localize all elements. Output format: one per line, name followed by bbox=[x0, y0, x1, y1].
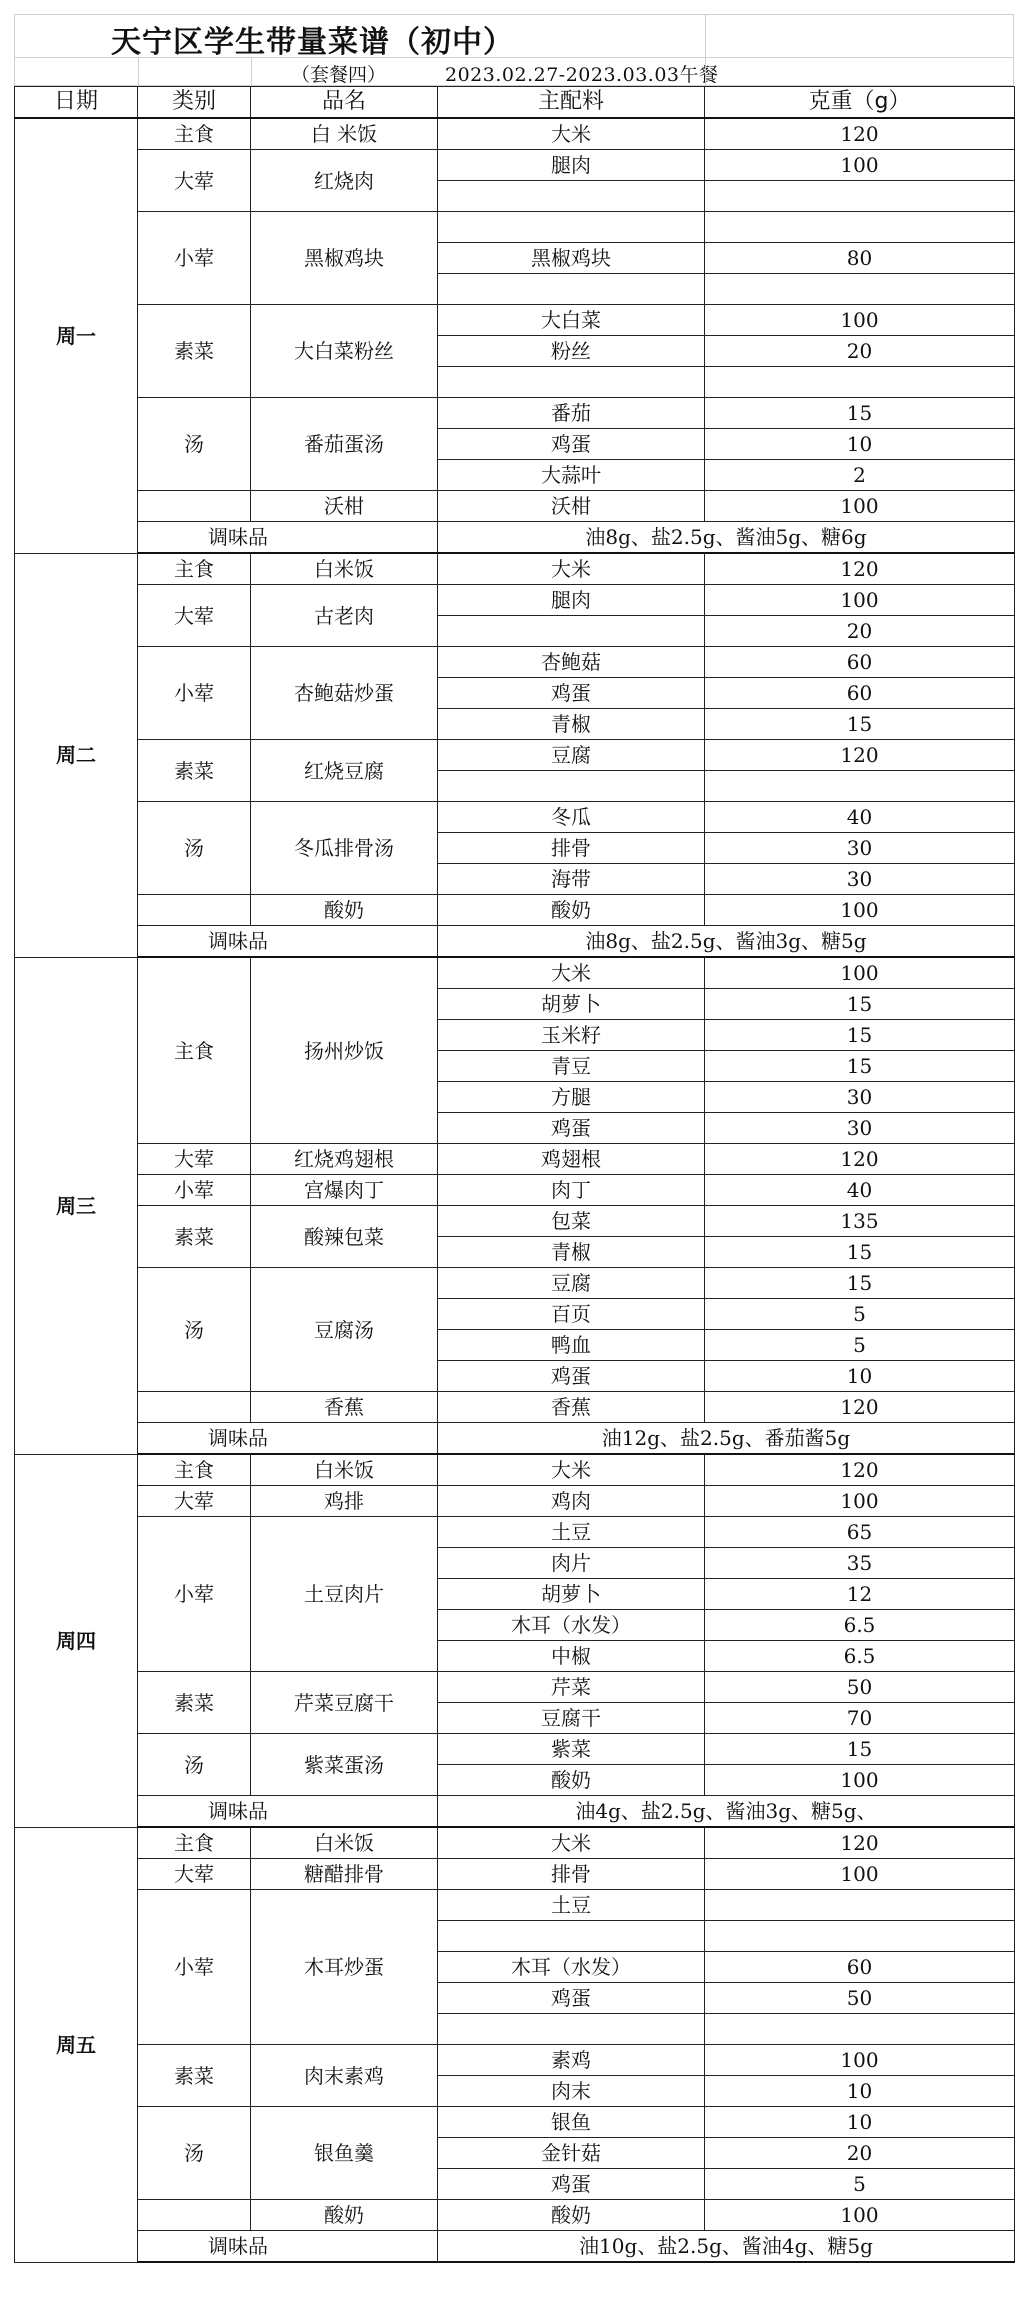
dish-cell: 古老肉 bbox=[251, 585, 438, 647]
dish-cell: 黑椒鸡块 bbox=[251, 212, 438, 305]
weight-cell: 80 bbox=[705, 243, 1015, 274]
weight-cell: 120 bbox=[705, 553, 1015, 585]
day-cell: 周五 bbox=[15, 1827, 138, 2262]
ingredient-cell: 酸奶 bbox=[438, 895, 705, 926]
weight-cell bbox=[705, 212, 1015, 243]
ingredient-cell: 鸡蛋 bbox=[438, 2169, 705, 2200]
weight-cell: 10 bbox=[705, 2107, 1015, 2138]
category-cell: 大荤 bbox=[138, 150, 251, 212]
weight-cell: 6.5 bbox=[705, 1641, 1015, 1672]
category-cell: 大荤 bbox=[138, 1859, 251, 1890]
day-cell: 周三 bbox=[15, 957, 138, 1454]
dish-cell: 白 米饭 bbox=[251, 118, 438, 150]
seasoning-label: 调味品 bbox=[138, 2231, 438, 2263]
weight-cell: 12 bbox=[705, 1579, 1015, 1610]
weight-cell: 40 bbox=[705, 802, 1015, 833]
category-cell: 小荤 bbox=[138, 1175, 251, 1206]
weight-cell: 120 bbox=[705, 740, 1015, 771]
category-cell bbox=[138, 895, 251, 926]
weight-cell: 120 bbox=[705, 1454, 1015, 1486]
ingredient-cell: 大米 bbox=[438, 1827, 705, 1859]
ingredient-cell: 鸡蛋 bbox=[438, 429, 705, 460]
table-row bbox=[15, 1268, 1015, 1299]
weight-cell: 15 bbox=[705, 398, 1015, 429]
weight-cell: 20 bbox=[705, 616, 1015, 647]
weight-cell: 70 bbox=[705, 1703, 1015, 1734]
seasoning-value: 油10g、盐2.5g、酱油4g、糖5g bbox=[438, 2231, 1015, 2263]
category-cell: 素菜 bbox=[138, 305, 251, 398]
weight-cell: 120 bbox=[705, 1392, 1015, 1423]
category-cell: 主食 bbox=[138, 1454, 251, 1486]
weight-cell: 15 bbox=[705, 1051, 1015, 1082]
weight-cell: 100 bbox=[705, 1859, 1015, 1890]
dish-cell: 香蕉 bbox=[251, 1392, 438, 1423]
ingredient-cell: 银鱼 bbox=[438, 2107, 705, 2138]
table-row bbox=[15, 585, 1015, 616]
category-cell: 主食 bbox=[138, 957, 251, 1144]
weight-cell: 5 bbox=[705, 2169, 1015, 2200]
category-cell: 小荤 bbox=[138, 1517, 251, 1672]
weight-cell: 40 bbox=[705, 1175, 1015, 1206]
weight-cell: 15 bbox=[705, 709, 1015, 740]
ingredient-cell: 豆腐 bbox=[438, 740, 705, 771]
seasoning-row bbox=[15, 926, 1015, 958]
seasoning-value: 油8g、盐2.5g、酱油5g、糖6g bbox=[438, 522, 1015, 554]
seasoning-label: 调味品 bbox=[138, 926, 438, 958]
dish-cell: 酸辣包菜 bbox=[251, 1206, 438, 1268]
dish-cell: 土豆肉片 bbox=[251, 1517, 438, 1672]
ingredient-cell bbox=[438, 771, 705, 802]
seasoning-label: 调味品 bbox=[138, 522, 438, 554]
weight-cell: 50 bbox=[705, 1672, 1015, 1703]
seasoning-value: 油8g、盐2.5g、酱油3g、糖5g bbox=[438, 926, 1015, 958]
weight-cell: 30 bbox=[705, 833, 1015, 864]
weight-cell: 10 bbox=[705, 1361, 1015, 1392]
weight-cell: 2 bbox=[705, 460, 1015, 491]
ingredient-cell: 排骨 bbox=[438, 1859, 705, 1890]
ingredient-cell bbox=[438, 212, 705, 243]
ingredient-cell: 腿肉 bbox=[438, 150, 705, 181]
ingredient-cell: 冬瓜 bbox=[438, 802, 705, 833]
ingredient-cell: 肉末 bbox=[438, 2076, 705, 2107]
ingredient-cell: 酸奶 bbox=[438, 1765, 705, 1796]
ingredient-cell: 鸡蛋 bbox=[438, 1113, 705, 1144]
weight-cell bbox=[705, 274, 1015, 305]
category-cell bbox=[138, 1392, 251, 1423]
table-row bbox=[15, 1859, 1015, 1890]
weight-cell: 100 bbox=[705, 150, 1015, 181]
ingredient-cell bbox=[438, 616, 705, 647]
table-row bbox=[15, 647, 1015, 678]
table-row bbox=[15, 1672, 1015, 1703]
dish-cell: 肉末素鸡 bbox=[251, 2045, 438, 2107]
table-row bbox=[15, 957, 1015, 989]
category-cell: 汤 bbox=[138, 398, 251, 491]
seasoning-label: 调味品 bbox=[138, 1796, 438, 1828]
weight-cell: 65 bbox=[705, 1517, 1015, 1548]
weight-cell: 20 bbox=[705, 336, 1015, 367]
category-cell: 小荤 bbox=[138, 1890, 251, 2045]
ingredient-cell: 金针菇 bbox=[438, 2138, 705, 2169]
ingredient-cell: 包菜 bbox=[438, 1206, 705, 1237]
table-row bbox=[15, 2107, 1015, 2138]
category-cell: 主食 bbox=[138, 553, 251, 585]
seasoning-value: 油4g、盐2.5g、酱油3g、糖5g、 bbox=[438, 1796, 1015, 1828]
category-cell: 汤 bbox=[138, 802, 251, 895]
dish-cell: 番茄蛋汤 bbox=[251, 398, 438, 491]
title-row bbox=[14, 14, 1014, 58]
weight-cell: 100 bbox=[705, 1486, 1015, 1517]
ingredient-cell: 木耳（水发） bbox=[438, 1610, 705, 1641]
ingredient-cell: 芹菜 bbox=[438, 1672, 705, 1703]
dish-cell: 白米饭 bbox=[251, 1454, 438, 1486]
ingredient-cell: 酸奶 bbox=[438, 2200, 705, 2231]
weight-cell bbox=[705, 367, 1015, 398]
seasoning-row bbox=[15, 2231, 1015, 2263]
table-row bbox=[15, 553, 1015, 585]
weight-cell: 120 bbox=[705, 1144, 1015, 1175]
ingredient-cell: 排骨 bbox=[438, 833, 705, 864]
weight-cell: 10 bbox=[705, 429, 1015, 460]
dish-cell: 冬瓜排骨汤 bbox=[251, 802, 438, 895]
ingredient-cell: 鸡蛋 bbox=[438, 1361, 705, 1392]
category-cell bbox=[138, 491, 251, 522]
ingredient-cell: 腿肉 bbox=[438, 585, 705, 616]
ingredient-cell: 鸭血 bbox=[438, 1330, 705, 1361]
header-row bbox=[15, 87, 1015, 119]
weight-cell: 15 bbox=[705, 1734, 1015, 1765]
weight-cell: 5 bbox=[705, 1299, 1015, 1330]
category-cell: 汤 bbox=[138, 1734, 251, 1796]
weight-cell: 100 bbox=[705, 585, 1015, 616]
category-cell: 素菜 bbox=[138, 740, 251, 802]
dish-cell: 红烧鸡翅根 bbox=[251, 1144, 438, 1175]
table-row bbox=[15, 740, 1015, 771]
dish-cell: 酸奶 bbox=[251, 895, 438, 926]
grid-line bbox=[138, 58, 139, 85]
weight-cell: 100 bbox=[705, 2200, 1015, 2231]
table-row bbox=[15, 895, 1015, 926]
table-row bbox=[15, 118, 1015, 150]
ingredient-cell: 香蕉 bbox=[438, 1392, 705, 1423]
table-row bbox=[15, 2045, 1015, 2076]
seasoning-row bbox=[15, 1423, 1015, 1455]
ingredient-cell: 鸡蛋 bbox=[438, 678, 705, 709]
subtitle-row bbox=[14, 58, 1014, 86]
dish-cell: 木耳炒蛋 bbox=[251, 1890, 438, 2045]
ingredient-cell: 鸡翅根 bbox=[438, 1144, 705, 1175]
table-row bbox=[15, 1175, 1015, 1206]
category-cell: 大荤 bbox=[138, 1486, 251, 1517]
ingredient-cell: 胡萝卜 bbox=[438, 1579, 705, 1610]
table-row bbox=[15, 491, 1015, 522]
day-cell: 周四 bbox=[15, 1454, 138, 1827]
table-row bbox=[15, 1486, 1015, 1517]
category-cell: 汤 bbox=[138, 1268, 251, 1392]
ingredient-cell: 大白菜 bbox=[438, 305, 705, 336]
table-row bbox=[15, 1392, 1015, 1423]
dish-cell: 白米饭 bbox=[251, 553, 438, 585]
dish-cell: 大白菜粉丝 bbox=[251, 305, 438, 398]
table-row bbox=[15, 2200, 1015, 2231]
ingredient-cell: 青豆 bbox=[438, 1051, 705, 1082]
header-dish: 品名 bbox=[251, 87, 438, 119]
weight-cell bbox=[705, 1921, 1015, 1952]
weight-cell bbox=[705, 181, 1015, 212]
dish-cell: 红烧肉 bbox=[251, 150, 438, 212]
weight-cell: 30 bbox=[705, 864, 1015, 895]
day-cell: 周二 bbox=[15, 553, 138, 957]
category-cell: 主食 bbox=[138, 1827, 251, 1859]
dish-cell: 糖醋排骨 bbox=[251, 1859, 438, 1890]
header-category: 类别 bbox=[138, 87, 251, 119]
weight-cell bbox=[705, 2014, 1015, 2045]
weight-cell: 100 bbox=[705, 895, 1015, 926]
ingredient-cell: 黑椒鸡块 bbox=[438, 243, 705, 274]
ingredient-cell: 肉片 bbox=[438, 1548, 705, 1579]
ingredient-cell: 大米 bbox=[438, 1454, 705, 1486]
ingredient-cell: 青椒 bbox=[438, 1237, 705, 1268]
table-row bbox=[15, 1454, 1015, 1486]
set-label: （套餐四） bbox=[291, 64, 387, 86]
weight-cell: 100 bbox=[705, 1765, 1015, 1796]
dish-cell: 白米饭 bbox=[251, 1827, 438, 1859]
seasoning-row bbox=[15, 522, 1015, 554]
dish-cell: 扬州炒饭 bbox=[251, 957, 438, 1144]
ingredient-cell bbox=[438, 2014, 705, 2045]
ingredient-cell bbox=[438, 181, 705, 212]
ingredient-cell: 胡萝卜 bbox=[438, 989, 705, 1020]
ingredient-cell: 紫菜 bbox=[438, 1734, 705, 1765]
weight-cell: 60 bbox=[705, 647, 1015, 678]
ingredient-cell: 肉丁 bbox=[438, 1175, 705, 1206]
category-cell: 小荤 bbox=[138, 647, 251, 740]
ingredient-cell: 鸡蛋 bbox=[438, 1983, 705, 2014]
dish-cell: 酸奶 bbox=[251, 2200, 438, 2231]
ingredient-cell: 豆腐干 bbox=[438, 1703, 705, 1734]
ingredient-cell: 土豆 bbox=[438, 1517, 705, 1548]
weight-cell: 5 bbox=[705, 1330, 1015, 1361]
ingredient-cell: 大米 bbox=[438, 553, 705, 585]
category-cell: 主食 bbox=[138, 118, 251, 150]
ingredient-cell: 豆腐 bbox=[438, 1268, 705, 1299]
weight-cell: 135 bbox=[705, 1206, 1015, 1237]
ingredient-cell: 海带 bbox=[438, 864, 705, 895]
weight-cell: 50 bbox=[705, 1983, 1015, 2014]
ingredient-cell bbox=[438, 367, 705, 398]
category-cell: 素菜 bbox=[138, 1206, 251, 1268]
category-cell: 素菜 bbox=[138, 2045, 251, 2107]
menu-body bbox=[15, 118, 1015, 2262]
header-weight: 克重（g） bbox=[705, 87, 1015, 119]
ingredient-cell bbox=[438, 1921, 705, 1952]
dish-cell: 杏鲍菇炒蛋 bbox=[251, 647, 438, 740]
weight-cell: 60 bbox=[705, 678, 1015, 709]
weight-cell: 100 bbox=[705, 957, 1015, 989]
table-row bbox=[15, 1890, 1015, 1921]
weight-cell: 20 bbox=[705, 2138, 1015, 2169]
weight-cell: 60 bbox=[705, 1952, 1015, 1983]
period-label: 2023.02.27-2023.03.03午餐 bbox=[445, 64, 719, 86]
ingredient-cell: 中椒 bbox=[438, 1641, 705, 1672]
ingredient-cell: 大蒜叶 bbox=[438, 460, 705, 491]
weight-cell: 6.5 bbox=[705, 1610, 1015, 1641]
ingredient-cell: 青椒 bbox=[438, 709, 705, 740]
table-row bbox=[15, 305, 1015, 336]
header-date: 日期 bbox=[15, 87, 138, 119]
weight-cell: 30 bbox=[705, 1113, 1015, 1144]
weight-cell: 15 bbox=[705, 989, 1015, 1020]
ingredient-cell: 粉丝 bbox=[438, 336, 705, 367]
table-row bbox=[15, 1517, 1015, 1548]
category-cell: 大荤 bbox=[138, 585, 251, 647]
ingredient-cell: 木耳（水发） bbox=[438, 1952, 705, 1983]
weight-cell: 15 bbox=[705, 1237, 1015, 1268]
dish-cell: 芹菜豆腐干 bbox=[251, 1672, 438, 1734]
seasoning-value: 油12g、盐2.5g、番茄酱5g bbox=[438, 1423, 1015, 1455]
weight-cell bbox=[705, 1890, 1015, 1921]
dish-cell: 宫爆肉丁 bbox=[251, 1175, 438, 1206]
weight-cell: 100 bbox=[705, 305, 1015, 336]
table-row bbox=[15, 212, 1015, 243]
table-row bbox=[15, 802, 1015, 833]
dish-cell: 银鱼羹 bbox=[251, 2107, 438, 2200]
weight-cell bbox=[705, 771, 1015, 802]
weight-cell: 10 bbox=[705, 2076, 1015, 2107]
category-cell: 素菜 bbox=[138, 1672, 251, 1734]
category-cell bbox=[138, 2200, 251, 2231]
category-cell: 大荤 bbox=[138, 1144, 251, 1175]
header-ingredient: 主配料 bbox=[438, 87, 705, 119]
grid-line bbox=[251, 58, 252, 85]
weight-cell: 35 bbox=[705, 1548, 1015, 1579]
ingredient-cell: 玉米籽 bbox=[438, 1020, 705, 1051]
table-row bbox=[15, 1734, 1015, 1765]
page-title: 天宁区学生带量菜谱（初中） bbox=[111, 25, 514, 60]
dish-cell: 豆腐汤 bbox=[251, 1268, 438, 1392]
ingredient-cell: 大米 bbox=[438, 957, 705, 989]
category-cell: 汤 bbox=[138, 2107, 251, 2200]
menu-table bbox=[14, 86, 1015, 2263]
dish-cell: 红烧豆腐 bbox=[251, 740, 438, 802]
table-row bbox=[15, 398, 1015, 429]
seasoning-label: 调味品 bbox=[138, 1423, 438, 1455]
ingredient-cell: 方腿 bbox=[438, 1082, 705, 1113]
ingredient-cell: 鸡肉 bbox=[438, 1486, 705, 1517]
seasoning-row bbox=[15, 1796, 1015, 1828]
ingredient-cell: 素鸡 bbox=[438, 2045, 705, 2076]
ingredient-cell: 大米 bbox=[438, 118, 705, 150]
ingredient-cell: 百页 bbox=[438, 1299, 705, 1330]
table-row bbox=[15, 1827, 1015, 1859]
grid-line bbox=[705, 15, 706, 57]
dish-cell: 沃柑 bbox=[251, 491, 438, 522]
table-row bbox=[15, 1206, 1015, 1237]
weight-cell: 100 bbox=[705, 491, 1015, 522]
weight-cell: 120 bbox=[705, 118, 1015, 150]
category-cell: 小荤 bbox=[138, 212, 251, 305]
weight-cell: 100 bbox=[705, 2045, 1015, 2076]
grid-line bbox=[705, 58, 706, 85]
weight-cell: 15 bbox=[705, 1268, 1015, 1299]
dish-cell: 紫菜蛋汤 bbox=[251, 1734, 438, 1796]
ingredient-cell bbox=[438, 274, 705, 305]
day-cell: 周一 bbox=[15, 118, 138, 553]
weight-cell: 30 bbox=[705, 1082, 1015, 1113]
ingredient-cell: 杏鲍菇 bbox=[438, 647, 705, 678]
weight-cell: 15 bbox=[705, 1020, 1015, 1051]
weight-cell: 120 bbox=[705, 1827, 1015, 1859]
ingredient-cell: 土豆 bbox=[438, 1890, 705, 1921]
table-row bbox=[15, 150, 1015, 181]
ingredient-cell: 沃柑 bbox=[438, 491, 705, 522]
ingredient-cell: 番茄 bbox=[438, 398, 705, 429]
dish-cell: 鸡排 bbox=[251, 1486, 438, 1517]
table-row bbox=[15, 1144, 1015, 1175]
